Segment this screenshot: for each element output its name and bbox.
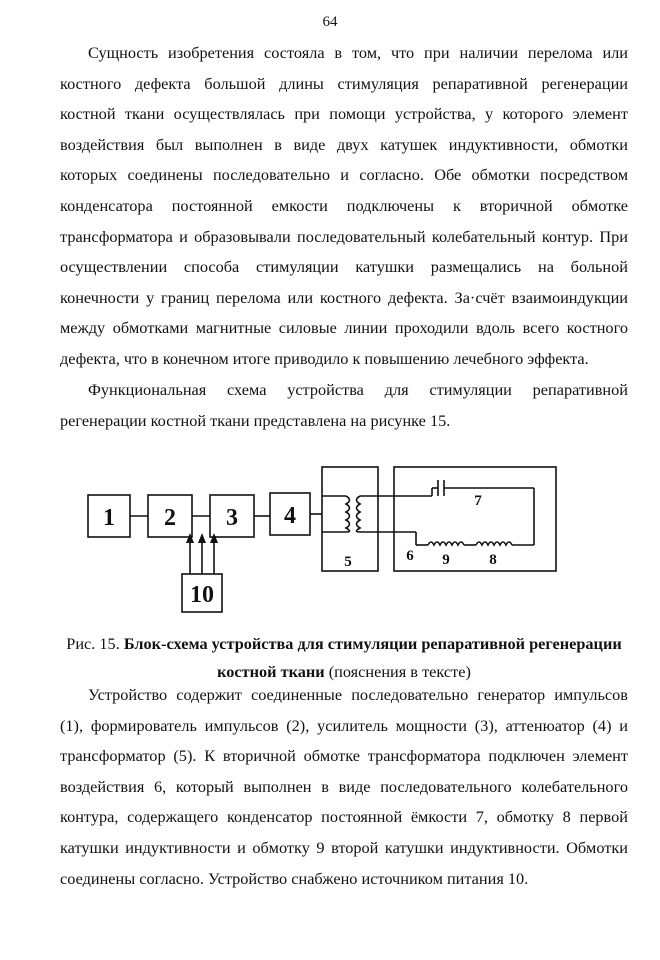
figure-caption bbox=[60, 630, 628, 686]
arrow-head-1 bbox=[186, 533, 194, 543]
label-9: 9 bbox=[442, 552, 450, 568]
label-5: 5 bbox=[344, 554, 352, 570]
label-4: 4 bbox=[284, 503, 296, 529]
label-2: 2 bbox=[164, 505, 176, 531]
secondary-winding bbox=[357, 496, 361, 532]
arrow-head-2 bbox=[198, 533, 206, 543]
paragraph-invention-essence: Сущность изобретения состояла в том, что при наличии перелома или костного дефекта большой длины стимуляция репаративной регенерации костной ткани осуществлялась при помощи устройства, у которого элемент воздействия был выполнен в виде двух катушек индуктивности, обмотки которых соединены последовательно и согласно. Обе обмотки посредством конденсатора постоянной емкости подключены к вторичной обмотке трансформатора и образовывали последовательный колебательный контур. При осуществлении способа стимуляции катушки размещались на больной конечности у границ перелома или костного дефекта. За·счёт взаимоиндукции между обмотками магнитные силовые линии проходили вдоль всего костного дефекта, что в конечном итоге приводило к повышению лечебного эффекта. bbox=[60, 43, 628, 368]
primary-winding bbox=[346, 496, 350, 532]
paragraph-device-description: Устройство содержит соединенные последовательно генератор импульсов (1), формирователь импульсов (2), усилитель мощности (3), аттенюатор (4) и трансформатор (5). К вторичной обмотке трансформатора подключен элемент воздействия 6, который выполнен в виде последовательного колебательного контура, содержащего конденсатор постоянной ёмкости 7, обмотку 8 первой катушки индуктивности и обмотку 9 второй катушки индуктивности. Обмотки соединены согласно. Устройство снабжено источником питания 10. bbox=[60, 685, 628, 888]
label-8: 8 bbox=[489, 552, 497, 568]
label-6: 6 bbox=[406, 548, 414, 564]
label-7: 7 bbox=[474, 493, 482, 509]
caption-title: Блок-схема устройства для стимуляции репаративной регенерации костной ткани bbox=[123, 634, 622, 681]
arrow-head-3 bbox=[210, 533, 218, 543]
caption-prefix: Рис. 15. bbox=[66, 634, 120, 653]
label-1: 1 bbox=[103, 505, 115, 531]
page-number: 64 bbox=[322, 14, 338, 30]
label-3: 3 bbox=[226, 505, 238, 531]
caption-note: (пояснения в тексте) bbox=[328, 662, 471, 681]
element-6-box bbox=[394, 467, 556, 571]
coil-9 bbox=[428, 542, 464, 545]
label-10: 10 bbox=[190, 582, 214, 608]
paragraph-figure-reference: Функциональная схема устройства для стимуляции репаративной регенерации костной ткани представлена на рисунке 15. bbox=[60, 380, 628, 430]
coil-8 bbox=[476, 542, 512, 545]
